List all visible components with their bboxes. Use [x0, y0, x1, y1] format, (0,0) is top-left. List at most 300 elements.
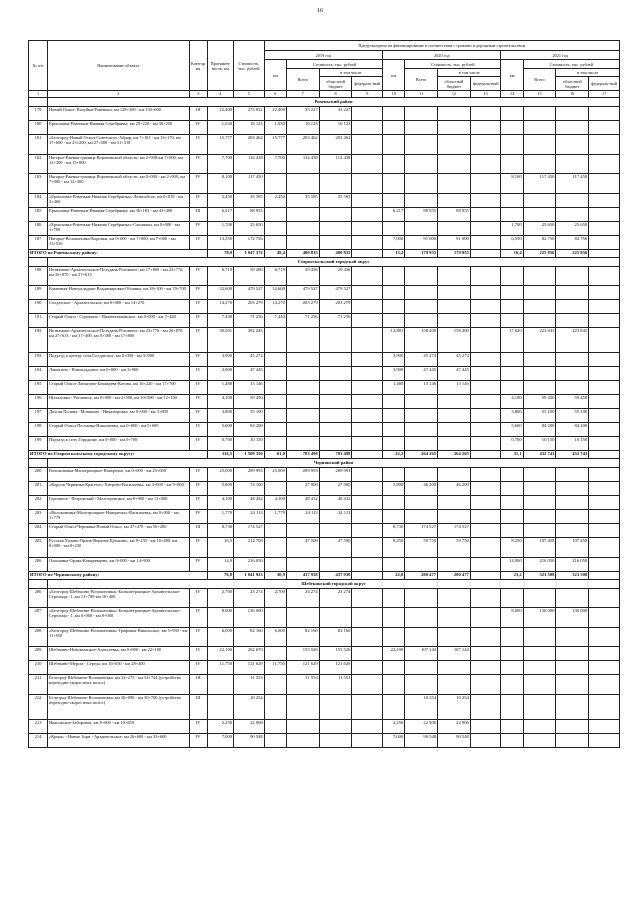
section-header-row	[29, 98, 620, 107]
cost: 22 906	[234, 719, 265, 733]
year-federal	[589, 221, 620, 235]
length-km: 1,030	[207, 121, 233, 135]
year-federal	[470, 468, 501, 482]
year-km: 12,881	[383, 328, 405, 353]
year-total	[405, 395, 438, 409]
category: IV	[189, 235, 207, 249]
object-name: Старый Оскол-Чернянка-Новый Оскол, км 47+470 - км 56+200	[48, 524, 190, 538]
row-number: 200	[29, 468, 48, 482]
year-federal	[470, 496, 501, 510]
header-federal: федераль-ный	[589, 77, 620, 91]
object-name: «Крым» - Новые Зори - Архангельское, км 26+600 - км 33+600	[48, 733, 190, 747]
object-name: Волоконовка-Малотроицкое-Новоречье, км 0+000 - км 25+000	[48, 468, 190, 482]
header-year-2021: 2021 год	[501, 51, 620, 60]
table-row	[29, 193, 620, 207]
cost: 216 050	[234, 557, 265, 571]
year-federal	[470, 235, 501, 249]
object-name: «Короча-Чернянка-Красное»-Хитрово-Васильевка, км 4+000 - км 9+800	[48, 482, 190, 496]
column-index-cell: 4	[207, 91, 233, 98]
year-km	[264, 538, 286, 558]
year-federal	[589, 135, 620, 155]
year-total: 47 500	[286, 538, 319, 558]
year-km	[501, 627, 523, 647]
year-federal	[589, 437, 620, 451]
year-km: 1,700	[501, 221, 523, 235]
year-total	[523, 266, 556, 286]
year-km: 3,900	[383, 353, 405, 367]
row-number: 204	[29, 524, 48, 538]
year-km	[264, 557, 286, 571]
length-km: 22,400	[207, 107, 233, 121]
header-regional: областной бюджет	[319, 77, 352, 91]
year-regional: 107 144	[438, 647, 471, 661]
length-km: 14,270	[207, 300, 233, 314]
year-federal	[589, 627, 620, 647]
year-regional: 88 955	[438, 207, 471, 221]
year-regional: 158 400	[438, 328, 471, 353]
year-regional: 479 527	[319, 286, 352, 300]
table-row	[29, 300, 620, 314]
year-total	[405, 437, 438, 451]
year-federal	[352, 588, 383, 608]
total-year-regional: 437 938	[319, 571, 352, 579]
category: IV	[189, 314, 207, 328]
year-regional: 23 274	[319, 588, 352, 608]
year-regional	[556, 193, 589, 207]
object-name: «Волоконовка-Малотроицкое-Новоречье»-Васильевка, км 0+000 - км 1+779	[48, 510, 190, 524]
year-km	[264, 694, 286, 719]
year-regional: 155 526	[319, 647, 352, 661]
total-year-federal	[352, 249, 383, 257]
year-federal	[470, 627, 501, 647]
year-regional	[556, 207, 589, 221]
year-federal	[589, 694, 620, 719]
year-regional: 289 993	[319, 468, 352, 482]
year-km: 2,700	[264, 588, 286, 608]
length-km: 7,000	[207, 733, 233, 747]
year-km	[501, 300, 523, 314]
total-year-regional: 225 856	[556, 249, 589, 257]
length-km: 3,900	[207, 367, 233, 381]
year-regional	[319, 437, 352, 451]
table-row	[29, 353, 620, 367]
year-total	[523, 121, 556, 135]
year-regional: 33 227	[319, 107, 352, 121]
row-number: 194	[29, 367, 48, 381]
year-total: 121 629	[286, 661, 319, 675]
year-km	[383, 409, 405, 423]
year-federal	[589, 608, 620, 628]
cost: 13 146	[234, 381, 265, 395]
year-km: 0,700	[501, 437, 523, 451]
cost: 203 279	[234, 300, 265, 314]
category: IV	[189, 174, 207, 194]
year-federal	[589, 409, 620, 423]
year-km: 5,600	[501, 423, 523, 437]
year-federal	[470, 437, 501, 451]
year-total: 16 123	[286, 121, 319, 135]
header-federal: федераль-ный	[352, 77, 383, 91]
year-regional: 112 438	[319, 154, 352, 174]
year-km	[264, 174, 286, 194]
year-total	[405, 468, 438, 482]
year-total: 203 462	[286, 135, 319, 155]
header-length: Протяжен-ность, км	[207, 41, 233, 91]
header-regional: областной бюджет	[438, 77, 471, 91]
object-name: Белгород-Шебекино-Волоконовка, км 30+090 - км 30+700 (устройство переходно-скоростных полос)	[48, 694, 190, 719]
row-number: 212	[29, 694, 48, 719]
section-total-row	[29, 571, 620, 579]
table-row	[29, 409, 620, 423]
year-total	[523, 675, 556, 695]
year-km	[383, 121, 405, 135]
table-row	[29, 627, 620, 647]
year-regional: 47 500	[319, 538, 352, 558]
year-total	[523, 353, 556, 367]
total-year-federal	[470, 571, 501, 579]
year-total: 13 146	[405, 381, 438, 395]
row-number: 210	[29, 661, 48, 675]
category: IV	[189, 557, 207, 571]
year-km: 8,100	[501, 174, 523, 194]
cost: 136 000	[234, 608, 265, 628]
row-number: 205	[29, 538, 48, 558]
year-total	[286, 395, 319, 409]
header-cost-label: Стоимость, тыс. рублей	[405, 60, 501, 69]
row-number: 207	[29, 608, 48, 628]
table-row	[29, 524, 620, 538]
year-federal	[470, 207, 501, 221]
total-year-total: 400 835	[286, 249, 319, 257]
year-km: 8,250	[501, 538, 523, 558]
column-index-cell: 15	[523, 91, 556, 98]
year-federal	[470, 286, 501, 300]
table-header	[29, 41, 620, 98]
year-km: 32,600	[264, 286, 286, 300]
header-federal: федераль-ный	[470, 77, 501, 91]
year-km: 8,000	[501, 608, 523, 628]
row-number: 187	[29, 235, 48, 249]
object-name: «Белгород-Шебекино-Волоконовка»-Графовка-Никольское, км 5+950 - км 11+950	[48, 627, 190, 647]
year-km: 8,730	[383, 524, 405, 538]
year-regional: 223 843	[556, 328, 589, 353]
year-regional: 82 160	[319, 627, 352, 647]
total-year-regional: 179 955	[438, 249, 471, 257]
total-year-regional: 783 498	[319, 451, 352, 459]
year-regional: 24 113	[319, 510, 352, 524]
cost: 35 585	[234, 193, 265, 207]
year-regional	[556, 588, 589, 608]
section-blank	[29, 459, 48, 468]
year-total	[523, 107, 556, 121]
table-row	[29, 694, 620, 719]
year-km: 1,779	[264, 510, 286, 524]
year-km	[501, 675, 523, 695]
year-regional	[438, 135, 471, 155]
year-km	[383, 107, 405, 121]
length-km: 25,000	[207, 468, 233, 482]
year-regional	[319, 423, 352, 437]
year-total: 88 955	[405, 207, 438, 221]
year-federal	[352, 121, 383, 135]
row-number: 183	[29, 174, 48, 194]
year-regional: 10 254	[438, 694, 471, 719]
year-total	[523, 524, 556, 538]
year-total	[286, 409, 319, 423]
year-total	[405, 193, 438, 207]
year-federal	[352, 524, 383, 538]
year-km: 14,900	[501, 557, 523, 571]
year-regional: 35 585	[319, 193, 352, 207]
year-regional	[319, 719, 352, 733]
year-federal	[589, 154, 620, 174]
year-total: 84 200	[523, 423, 556, 437]
year-total: 45 274	[405, 353, 438, 367]
header-name: Наименование объекта	[48, 41, 190, 91]
total-year-total: 783 498	[286, 451, 319, 459]
category: III	[189, 207, 207, 221]
year-regional: 45 274	[438, 353, 471, 367]
year-federal	[352, 353, 383, 367]
year-km	[264, 608, 286, 628]
year-km: 7,700	[264, 154, 286, 174]
cost: 172 756	[234, 235, 265, 249]
header-including: в том числе	[319, 69, 382, 77]
year-km: 15,777	[264, 135, 286, 155]
year-km	[501, 121, 523, 135]
length-km: 14,9	[207, 557, 233, 571]
year-regional: 47 445	[438, 367, 471, 381]
year-km	[383, 588, 405, 608]
year-federal	[352, 510, 383, 524]
year-km: 5,800	[383, 482, 405, 496]
category: III	[189, 107, 207, 121]
year-federal	[470, 647, 501, 661]
year-km	[501, 694, 523, 719]
cost: 174 527	[234, 524, 265, 538]
length-km: 1,480	[207, 381, 233, 395]
row-number: 202	[29, 496, 48, 510]
cost: 262 670	[234, 647, 265, 661]
length-km: 4,100	[207, 496, 233, 510]
total-year-total: 437 938	[286, 571, 319, 579]
table-row	[29, 496, 620, 510]
year-federal	[470, 675, 501, 695]
category: IV	[189, 300, 207, 314]
total-year-federal	[352, 571, 383, 579]
year-km: 8,250	[383, 538, 405, 558]
year-km	[383, 174, 405, 194]
cost: 88 955	[234, 207, 265, 221]
cost: 16 123	[234, 121, 265, 135]
year-km	[501, 661, 523, 675]
table-row	[29, 395, 620, 409]
total-year-federal	[470, 249, 501, 257]
table-row	[29, 733, 620, 747]
year-total	[405, 121, 438, 135]
year-km	[383, 661, 405, 675]
year-regional	[319, 367, 352, 381]
year-total	[405, 557, 438, 571]
year-total	[286, 437, 319, 451]
year-km: 6,719	[264, 266, 286, 286]
length-km: 2,450	[207, 193, 233, 207]
table-row	[29, 328, 620, 353]
year-total: 46 200	[405, 482, 438, 496]
year-federal	[352, 381, 383, 395]
year-federal	[589, 300, 620, 314]
year-km	[383, 135, 405, 155]
year-regional	[556, 694, 589, 719]
year-total	[286, 353, 319, 367]
column-index-cell: 16	[556, 91, 589, 98]
cost: 203 462	[234, 135, 265, 155]
year-regional	[556, 286, 589, 300]
category: IV	[189, 423, 207, 437]
year-federal	[352, 328, 383, 353]
year-federal	[589, 557, 620, 571]
year-federal	[589, 353, 620, 367]
header-total: Всего	[286, 69, 319, 91]
total-label: ИТОГО по Чернянскому району:	[29, 571, 208, 579]
year-federal	[352, 193, 383, 207]
row-number: 201	[29, 482, 48, 496]
row-number: 208	[29, 627, 48, 647]
row-number: 199	[29, 437, 48, 451]
year-regional	[438, 588, 471, 608]
total-year-total: 264 265	[405, 451, 438, 459]
year-km	[383, 423, 405, 437]
year-federal	[352, 608, 383, 628]
cost: 289 993	[234, 468, 265, 482]
cost: 84 200	[234, 423, 265, 437]
table-row	[29, 557, 620, 571]
object-name: Шебекино-Новоказацкое-Алексеевка, км 0+000 - км 22+100	[48, 647, 190, 661]
section-blank	[29, 579, 48, 588]
cost: 25 650	[234, 221, 265, 235]
year-regional: 136 000	[556, 608, 589, 628]
year-total: 48 432	[286, 496, 319, 510]
year-km: 4,100	[501, 395, 523, 409]
total-cost: 1 509 356	[234, 451, 265, 459]
year-federal	[352, 395, 383, 409]
year-regional	[319, 353, 352, 367]
year-total: 216 050	[523, 557, 556, 571]
length-km: 2,700	[207, 588, 233, 608]
category: III	[189, 524, 207, 538]
header-year-2019: 2019 год	[264, 51, 382, 60]
year-federal	[470, 409, 501, 423]
year-regional	[438, 395, 471, 409]
row-number: 190	[29, 300, 48, 314]
year-km	[264, 482, 286, 496]
table-row	[29, 608, 620, 628]
year-regional	[556, 367, 589, 381]
table-body	[29, 98, 620, 748]
total-year-total: 225 856	[523, 249, 556, 257]
cost: 48 432	[234, 496, 265, 510]
year-regional: 29 436	[319, 266, 352, 286]
year-total: 10 254	[405, 694, 438, 719]
year-total	[523, 381, 556, 395]
year-km: 3,900	[383, 367, 405, 381]
table-row	[29, 510, 620, 524]
year-federal	[470, 328, 501, 353]
year-total: 27 900	[286, 482, 319, 496]
year-total: 35 585	[286, 193, 319, 207]
year-km	[501, 367, 523, 381]
year-km: 22,400	[264, 107, 286, 121]
year-regional	[438, 121, 471, 135]
year-regional: 82 756	[556, 235, 589, 249]
year-regional	[556, 524, 589, 538]
year-total	[405, 627, 438, 647]
year-regional: 84 200	[556, 423, 589, 437]
length-km: 3,800	[207, 409, 233, 423]
year-km	[264, 207, 286, 221]
category: IV	[189, 468, 207, 482]
year-km: 7,000	[383, 733, 405, 747]
row-number: 198	[29, 423, 48, 437]
table-row	[29, 381, 620, 395]
year-regional	[319, 694, 352, 719]
year-regional	[438, 314, 471, 328]
year-regional	[556, 107, 589, 121]
total-year-regional: 323 508	[556, 571, 589, 579]
object-name: «Ермоловка-Ровеньки-Нижняя Серебрянка»-Сапомаки, км 0+000 - км 1+700	[48, 221, 190, 235]
header-total: Всего	[523, 69, 556, 91]
total-year-km: 22,2	[383, 451, 405, 459]
year-total	[286, 524, 319, 538]
cost: 479 527	[234, 286, 265, 300]
year-federal	[589, 538, 620, 558]
year-federal	[352, 314, 383, 328]
object-name: Нагорье-Ржевка-граница Воронежской области, км 2+900-км 7+000, км 12+300 - км 15+800	[48, 154, 190, 174]
year-federal	[589, 395, 620, 409]
length-km: 5,600	[207, 423, 233, 437]
year-federal	[589, 121, 620, 135]
year-federal	[589, 719, 620, 733]
year-regional: 46 200	[438, 482, 471, 496]
year-total	[286, 423, 319, 437]
year-km	[383, 468, 405, 482]
row-number: 203	[29, 510, 48, 524]
column-index-cell: 13	[470, 91, 501, 98]
year-total: 479 527	[286, 286, 319, 300]
total-year-federal	[470, 451, 501, 459]
category: IV	[189, 121, 207, 135]
year-total	[286, 557, 319, 571]
year-regional: 71 256	[319, 314, 352, 328]
cost: 23 274	[234, 588, 265, 608]
cost: 121 629	[234, 661, 265, 675]
object-name: «Белгород-Шебекино-Волоконовка»-Большетроицкое-Архангельское-Стрелица - 1, км 13+700-км 16+400	[48, 588, 190, 608]
year-regional	[556, 468, 589, 482]
year-regional	[319, 395, 352, 409]
year-total: 24 113	[286, 510, 319, 524]
year-federal	[352, 423, 383, 437]
category: IV	[189, 353, 207, 367]
year-total: 155 526	[286, 647, 319, 661]
category: IV	[189, 154, 207, 174]
year-federal	[589, 675, 620, 695]
length-km: 16,5	[207, 538, 233, 558]
year-total: 59 750	[405, 538, 438, 558]
year-total: 10 150	[523, 437, 556, 451]
object-name: Лапыгино - Новокладовое, км 0+000 - км 3+900	[48, 367, 190, 381]
column-index-cell: 2	[48, 91, 190, 98]
length-km: 1,779	[207, 510, 233, 524]
